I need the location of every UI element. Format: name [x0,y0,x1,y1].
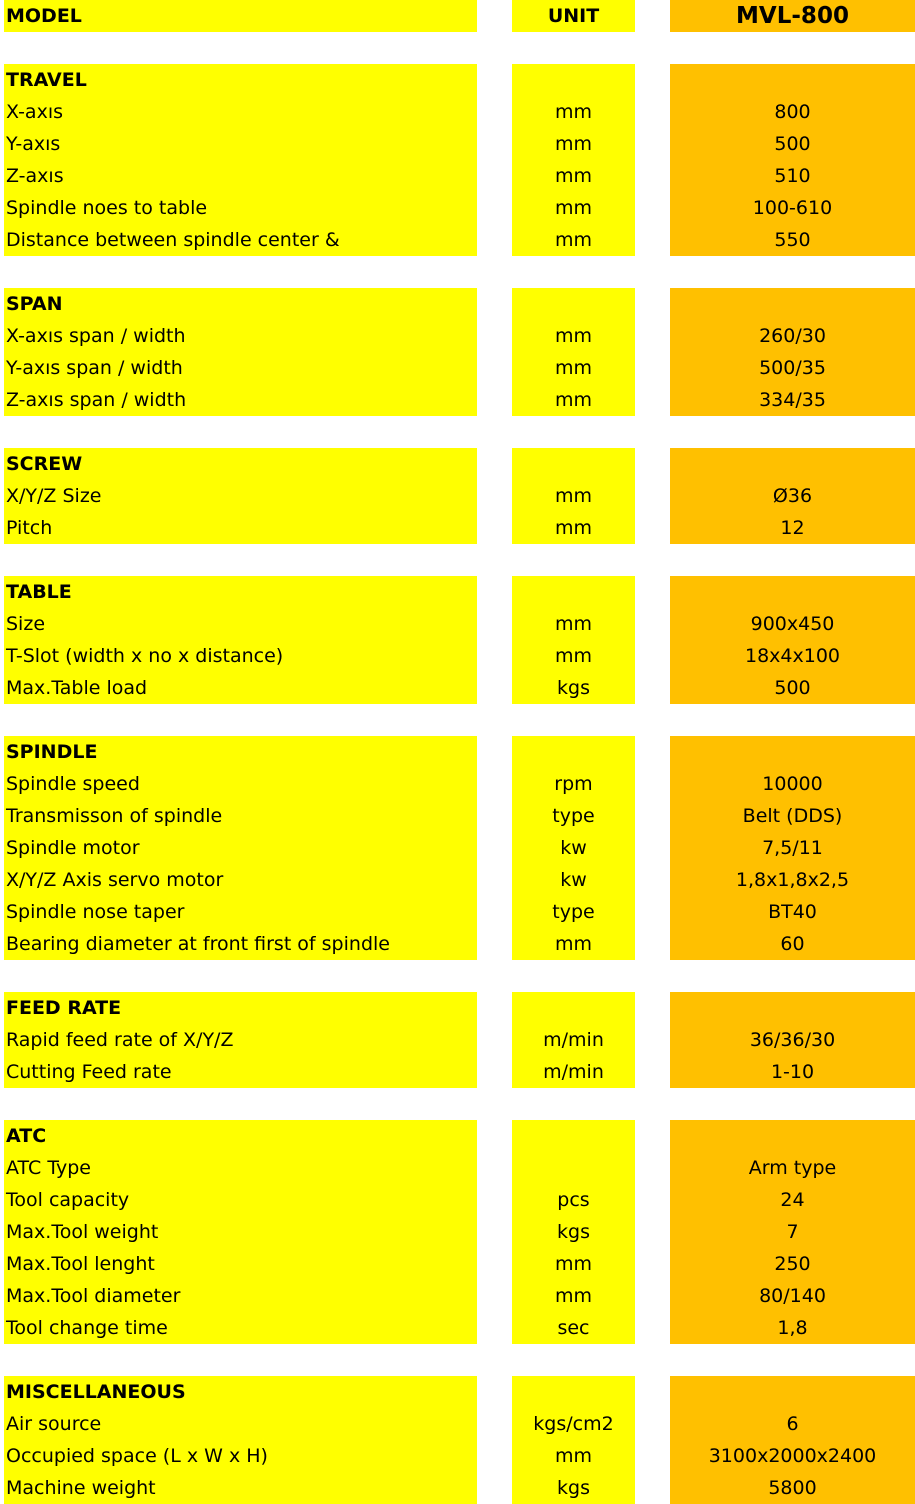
section-value-cell [670,992,915,1024]
spec-value: 1,8x1,8x2,5 [670,864,915,896]
spec-label: Air source [4,1408,477,1440]
spec-label: X/Y/Z Axis servo motor [4,864,477,896]
section-unit-cell [512,448,635,480]
spec-label: X-axıs span / width [4,320,477,352]
spec-value: Ø36 [670,480,915,512]
spec-unit: mm [512,96,635,128]
spec-label: Spindle nose taper [4,896,477,928]
section-gap [0,416,915,448]
spec-value: Belt (DDS) [670,800,915,832]
spec-label: Z-axıs span / width [4,384,477,416]
spec-unit: mm [512,1248,635,1280]
spec-label: Machine weight [4,1472,477,1504]
spec-row [0,1152,915,1184]
spec-label: Y-axıs span / width [4,352,477,384]
section-unit-cell [512,736,635,768]
spec-value: 10000 [670,768,915,800]
spec-row [0,1216,915,1248]
spec-value: BT40 [670,896,915,928]
spec-label: Occupied space (L x W x H) [4,1440,477,1472]
spec-row [0,800,915,832]
section-title: TRAVEL [4,64,477,96]
spec-value: 1-10 [670,1056,915,1088]
section-title: ATC [4,1120,477,1152]
section-header-row [0,288,915,320]
spec-row [0,608,915,640]
spec-label: ATC Type [4,1152,477,1184]
spec-label: Tool change time [4,1312,477,1344]
spec-unit: mm [512,1280,635,1312]
spec-unit: m/min [512,1024,635,1056]
spec-label: Spindle motor [4,832,477,864]
spec-value: 500/35 [670,352,915,384]
spec-value: 6 [670,1408,915,1440]
spec-unit: mm [512,128,635,160]
unit-label: UNIT [512,0,635,32]
spec-row [0,1280,915,1312]
spec-row [0,640,915,672]
spec-row [0,480,915,512]
spec-value: 36/36/30 [670,1024,915,1056]
spec-label: Y-axıs [4,128,477,160]
section-value-cell [670,736,915,768]
section-header-row [0,992,915,1024]
spec-value: 900x450 [670,608,915,640]
spec-label: Tool capacity [4,1184,477,1216]
spec-row [0,224,915,256]
spec-unit: mm [512,192,635,224]
spec-row [0,768,915,800]
spec-row [0,896,915,928]
spec-value: 3100x2000x2400 [670,1440,915,1472]
spec-value: 500 [670,672,915,704]
spec-row [0,192,915,224]
section-header-row [0,448,915,480]
section-header-row [0,1120,915,1152]
section-header-row [0,1376,915,1408]
spec-row [0,384,915,416]
section-title: FEED RATE [4,992,477,1024]
spec-unit: mm [512,1440,635,1472]
spec-row [0,320,915,352]
spec-value: 250 [670,1248,915,1280]
spec-label: Transmisson of spindle [4,800,477,832]
spec-value: 260/30 [670,320,915,352]
spec-sections [0,32,915,1504]
spec-unit: pcs [512,1184,635,1216]
section-unit-cell [512,64,635,96]
section-header-row [0,576,915,608]
spec-value: 510 [670,160,915,192]
spec-label: Distance between spindle center & [4,224,477,256]
spec-value: 7 [670,1216,915,1248]
spec-value: 12 [670,512,915,544]
section-gap [0,960,915,992]
section-gap [0,704,915,736]
spec-row [0,864,915,896]
spec-unit: type [512,896,635,928]
spec-row [0,672,915,704]
spec-unit: sec [512,1312,635,1344]
spec-row [0,128,915,160]
spec-label: Max.Tool diameter [4,1280,477,1312]
spec-value: 80/140 [670,1280,915,1312]
section-unit-cell [512,576,635,608]
section-value-cell [670,64,915,96]
section-gap [0,1088,915,1120]
spec-unit: mm [512,224,635,256]
spec-unit: m/min [512,1056,635,1088]
spec-row [0,160,915,192]
section-gap [0,544,915,576]
section-gap [0,32,915,64]
spec-row [0,96,915,128]
model-name: MVL-800 [670,0,915,32]
section-header-row [0,736,915,768]
spec-value: 24 [670,1184,915,1216]
spec-unit: mm [512,928,635,960]
spec-row [0,1184,915,1216]
spec-row [0,1312,915,1344]
spec-value: 18x4x100 [670,640,915,672]
spec-unit: kgs [512,1216,635,1248]
spec-value: 1,8 [670,1312,915,1344]
spec-label: Bearing diameter at front first of spindle [4,928,477,960]
spec-unit: kgs [512,672,635,704]
spec-value: 500 [670,128,915,160]
spec-label: Max.Tool weight [4,1216,477,1248]
section-title: SCREW [4,448,477,480]
spec-label: Max.Tool lenght [4,1248,477,1280]
spec-unit: kw [512,864,635,896]
spec-unit: mm [512,352,635,384]
spec-value: 7,5/11 [670,832,915,864]
section-gap [0,1344,915,1376]
section-value-cell [670,1376,915,1408]
spec-row [0,1248,915,1280]
section-title: SPAN [4,288,477,320]
spec-row [0,1024,915,1056]
spec-unit: kgs [512,1472,635,1504]
spec-label: X/Y/Z Size [4,480,477,512]
spec-value: 100-610 [670,192,915,224]
spec-label: Cutting Feed rate [4,1056,477,1088]
spec-label: Size [4,608,477,640]
spec-unit: mm [512,384,635,416]
spec-unit: mm [512,512,635,544]
spec-unit: kw [512,832,635,864]
header-row [0,0,915,32]
spec-unit: rpm [512,768,635,800]
spec-row [0,928,915,960]
spec-unit: mm [512,608,635,640]
section-value-cell [670,448,915,480]
spec-value: 60 [670,928,915,960]
spec-unit: mm [512,640,635,672]
section-unit-cell [512,1376,635,1408]
section-title: MISCELLANEOUS [4,1376,477,1408]
spec-row [0,512,915,544]
spec-label: X-axıs [4,96,477,128]
spec-label: T-Slot (width x no x distance) [4,640,477,672]
spec-row [0,1056,915,1088]
spec-unit: kgs/cm2 [512,1408,635,1440]
spec-row [0,1408,915,1440]
spec-unit [512,1152,635,1184]
spec-value: 334/35 [670,384,915,416]
spec-unit: type [512,800,635,832]
spec-label: Rapid feed rate of X/Y/Z [4,1024,477,1056]
spec-label: Spindle speed [4,768,477,800]
section-title: SPINDLE [4,736,477,768]
section-title: TABLE [4,576,477,608]
spec-row [0,352,915,384]
spec-value: 5800 [670,1472,915,1504]
section-unit-cell [512,288,635,320]
spec-label: Spindle noes to table [4,192,477,224]
section-value-cell [670,288,915,320]
section-header-row [0,64,915,96]
section-value-cell [670,576,915,608]
spec-unit: mm [512,480,635,512]
spec-row [0,1472,915,1504]
section-value-cell [670,1120,915,1152]
spec-value: Arm type [670,1152,915,1184]
spec-value: 800 [670,96,915,128]
spec-label: Pitch [4,512,477,544]
model-label: MODEL [4,0,477,32]
spec-value: 550 [670,224,915,256]
spec-unit: mm [512,160,635,192]
section-unit-cell [512,1120,635,1152]
section-unit-cell [512,992,635,1024]
spec-row [0,832,915,864]
spec-label: Max.Table load [4,672,477,704]
section-gap [0,256,915,288]
spec-unit: mm [512,320,635,352]
spec-label: Z-axıs [4,160,477,192]
spec-row [0,1440,915,1472]
